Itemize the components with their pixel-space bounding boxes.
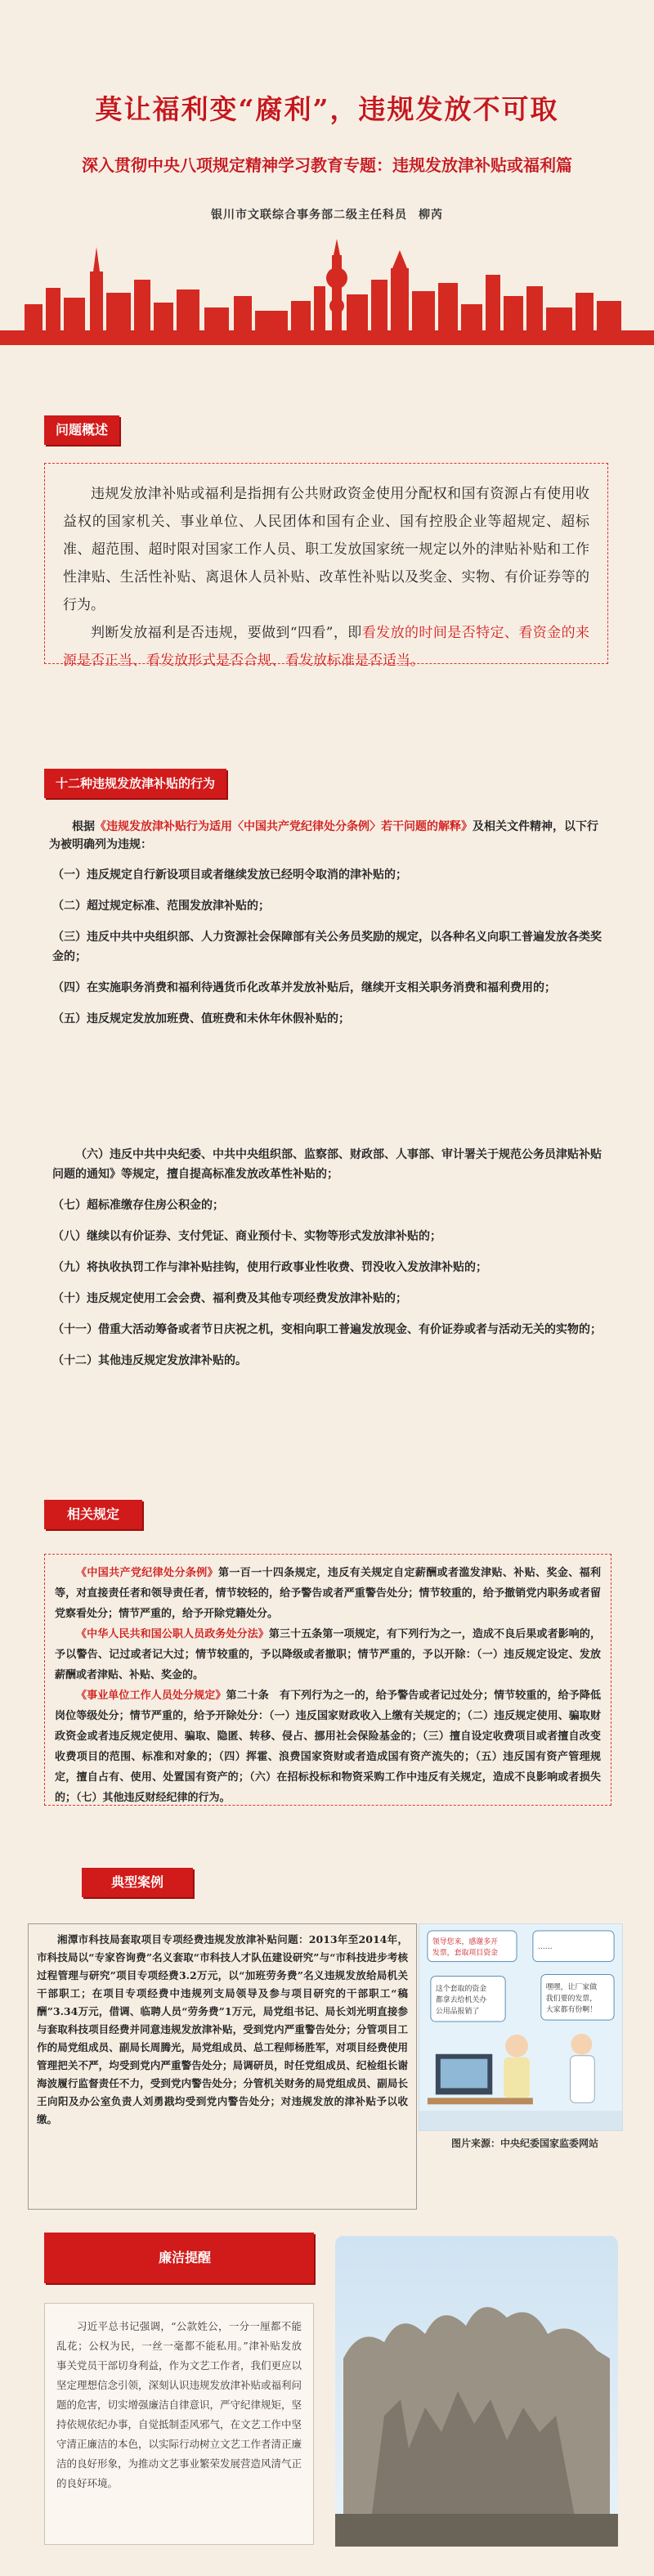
page-subtitle: 深入贯彻中央八项规定精神学习教育专题：违规发放津补贴或福利篇 (82, 155, 572, 175)
page-title: 莫让福利变“腐利”，违规发放不可取 (95, 93, 559, 125)
behaviors-list-part1 (49, 818, 605, 1040)
svg-text:我们要的发票，: 我们要的发票， (545, 1995, 598, 2004)
regulation-party-discipline: 《中国共产党纪律处分条例》第一百一十四条规定，违反有关规定自定薪酬或者滥发津贴、补贴、奖金、福利等，对直接责任者和领导责任者，情节较轻的，给予警告或者严重警告处分；情节较重的，给予撤销党内职务或者留党察看处分；情节严重的，给予开除党籍处分。 (55, 1567, 601, 1620)
section-label-cases: 典型案例 (82, 1868, 193, 1897)
behavior-item: （九）将执收执罚工作与津补贴挂钩，使用行政事业性收费、罚没收入发放津补贴的； (52, 1261, 487, 1274)
author-name: 柳芮 (419, 209, 443, 222)
overview-paragraph: 违规发放津补贴或福利是指拥有公共财政资金使用分配权和国有资源占有使用收益权的国家机关、事业单位、人民团体和国有企业、国有控股企业等超规定、超标准、超范围、超时限对国家工作人员、职工发放国家统一规定以外的津贴补贴和工作性津贴、生活性补贴、离退休人员补贴、改革性补贴以及奖金、实物、有价证券等的行为。 (63, 486, 589, 613)
case-text-box (28, 1923, 417, 2210)
section-label-reminder: 廉洁提醒 (44, 2233, 314, 2283)
reminder-box (44, 2303, 314, 2545)
svg-text:公用品报销了: 公用品报销了 (435, 2008, 480, 2017)
behavior-item: （四）在实施职务消费和福利待遇货币化改革并发放补贴后，继续开支相关职务消费和福利费用的； (52, 981, 556, 994)
monument-photo (335, 2236, 618, 2547)
behavior-item: （八）继续以有价证券、支付凭证、商业预付卡、实物等形式发放津补贴的； (52, 1230, 441, 1243)
behaviors-lead: 根据《违规发放津补贴行为适用〈中国共产党纪律处分条例〉若干问题的解释》及相关文件精神，以下行为被明确列为违规： (49, 820, 598, 851)
behavior-item: （三）违反中共中央组织部、人力资源社会保障部有关公务员奖励的规定，以各种名义向职工普遍发放各类奖金的； (52, 931, 602, 963)
case-cartoon-illustration (419, 1923, 623, 2131)
behavior-item: （二）超过规定标准、范围发放津补贴的； (52, 900, 270, 913)
cartoon-caption: 图片来源：中央纪委国家监委网站 (450, 2138, 598, 2149)
four-checks-highlight: 看发放的时间是否特定、看资金的来源是否正当、看发放形式是否合规、看发放标准是否适当。 (63, 625, 589, 669)
overview-four-checks (63, 619, 589, 675)
behaviors-list-part2 (49, 1145, 605, 1382)
bubble-header: …… (537, 1942, 553, 1951)
author-org: 银川市文联综合事务部二级主任科员 (211, 209, 407, 222)
bubble-1-line1: 领导您来，感谢多开 (432, 1937, 499, 1946)
svg-text:这个套取的资金: 这个套取的资金 (435, 1985, 487, 1994)
behavior-item: （五）违反规定发放加班费、值班费和未休年休假补贴的； (52, 1012, 350, 1025)
svg-text:大家都有份啊！: 大家都有份啊！ (545, 2006, 598, 2015)
svg-text:嘿嘿，让厂家做: 嘿嘿，让厂家做 (545, 1983, 598, 1992)
section-label-behaviors: 十二种违规发放津补贴的行为 (44, 769, 226, 798)
author-line (0, 206, 654, 222)
city-skyline-illustration (0, 239, 654, 345)
case-text: 湘潭市科技局套取项目专项经费违规发放津补贴问题：2013年至2014年，市科技局以“专家咨询费”名义套取“市科技人才队伍建设研究”与“市科技进步考核过程管理与研究”项目专项经费3.2万元，以“加班劳务费”名义违规发放给局机关干部职工；在项目专项经费中违规列支局领导及参与项目研究的干部职工“稿酬”3.34万元，借调、临聘人员“劳务费”1万元，局党组书记、局长刘光明直接参与套取科技项目经费并同意违规发放津补贴，受到党内严重警告处分；分管项目工作的局党组成员、副局长周腾光，局党组成员、总工程师杨胜军，对项目经费使用管理把关不严，均受到党内严重警告处分；局调研员，时任党组成员、纪检组长谢海波履行监督责任不力，受到党内警告处分；分管机关财务的局党组成员、副局长王向阳及办公室负责人刘勇戡均受到党内警告处分；对违规发放的津补贴予以收缴。 (37, 1933, 408, 2125)
overview-box (44, 463, 608, 669)
regulation-public-institutions: 《事业单位工作人员处分规定》第二十条 有下列行为之一的，给予警告或者记过处分；情节较重的，给予降低岗位等级处分；情节严重的，给予开除处分：（一）违反国家财政收入上缴有关规定的；（二）违反规定使用、骗取财政资金或者违反规定使用、骗取、隐匿、转移、侵占、挪用社会保险基金的；（三）擅自设定收费项目或者擅自改变收费项目的范围、标准和对象的；（四）挥霍、浪费国家资财或者造成国有资产流失的；（五）违反国有资产管理规定，擅自占有、使用、处置国有资产的；（六）在招标投标和物资采购工作中违反有关规定，造成不良影响或者损失的；（七）其他违反财经纪律的行为。 (55, 1690, 601, 1804)
reminder-text: 习近平总书记强调，“公款姓公，一分一厘都不能乱花；公权为民，一丝一毫都不能私用。”津补贴发放事关党员干部切身利益，作为文艺工作者，我们更应以坚定理想信念引领，深刻认识违规发放津补贴或福利问题的危害，切实增强廉洁自律意识，严守纪律规矩，坚持依规依纪办事，自觉抵制歪风邪气，在文艺工作中坚守清正廉洁的本色，以实际行动树立文艺工作者清正廉洁的良好形象，为推动文艺事业繁荣发展营造风清气正的良好环境。 (56, 2320, 302, 2489)
section-label-regulations: 相关规定 (44, 1500, 142, 1529)
behavior-item: （七）超标准缴存住房公积金的； (52, 1199, 224, 1212)
regulation-public-officials: 《中华人民共和国公职人员政务处分法》第三十五条第一项规定，有下列行为之一，造成不良后果或者影响的，予以警告、记过或者记大过；情节较重的，予以降级或者撤职；情节严重的，予以开除：（一）违反规定设定、发放薪酬或者津贴、补贴、奖金的。 (55, 1628, 601, 1681)
behavior-item: （六）违反中共中央纪委、中共中央组织部、监察部、财政部、人事部、审计署关于规范公务员津贴补贴问题的通知》等规定，擅自提高标准发放改革性补贴的； (52, 1148, 602, 1181)
regulations-box (44, 1554, 611, 1806)
behavior-item: （十一）借重大活动筹备或者节日庆祝之机，变相向职工普遍发放现金、有价证券或者与活动无关的实物的； (52, 1323, 602, 1336)
bubble-1-line2: 发票，套取项目资金 (432, 1949, 499, 1958)
behavior-item: （十二）其他违反规定发放津补贴的。 (52, 1354, 247, 1367)
behaviors-lead-ref: 《违规发放津补贴行为适用〈中国共产党纪律处分条例〉若干问题的解释》 (95, 820, 473, 833)
behavior-item: （一）违反规定自行新设项目或者继续发放已经明令取消的津补贴的； (52, 868, 407, 882)
four-checks-lead: 判断发放福利是否违规，要做到“四看”，即 (91, 625, 362, 641)
behavior-item: （十）违反规定使用工会会费、福利费及其他专项经费发放津补贴的； (52, 1292, 407, 1305)
svg-text:都拿去给机关办: 都拿去给机关办 (435, 1996, 487, 2005)
section-label-overview: 问题概述 (44, 415, 119, 445)
